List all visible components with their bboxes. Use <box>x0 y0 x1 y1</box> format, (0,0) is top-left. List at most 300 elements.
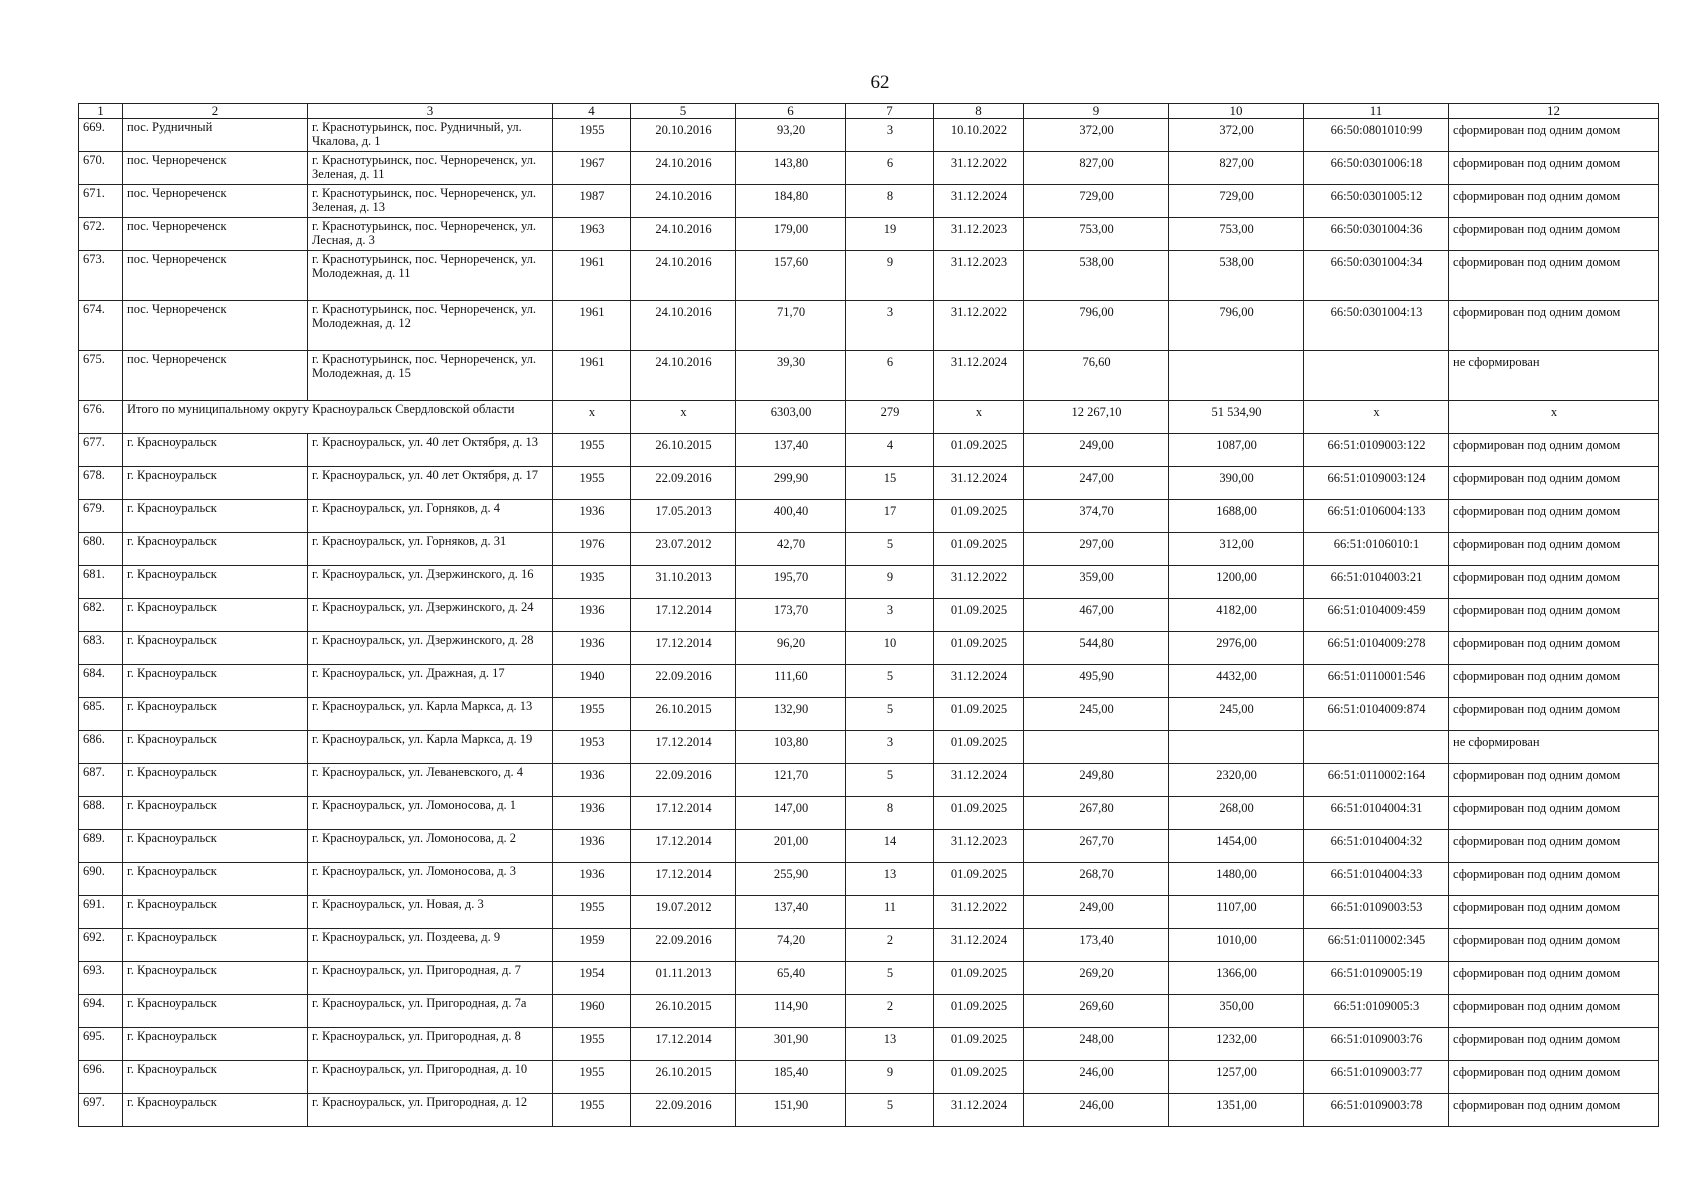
row-number-cell: 694. <box>79 995 123 1028</box>
col9-value-cell: 246,00 <box>1024 1094 1169 1127</box>
deadline-cell: 01.09.2025 <box>934 500 1024 533</box>
cadastral-number-cell: 66:51:0110002:345 <box>1304 929 1449 962</box>
date-cell: 17.12.2014 <box>631 830 736 863</box>
address-cell: г. Красноуральск, ул. 40 лет Октября, д. 17 <box>308 467 553 500</box>
locality-cell: пос. Чернореченск <box>123 301 308 351</box>
year-cell: 1935 <box>553 566 631 599</box>
area-cell: 185,40 <box>736 1061 846 1094</box>
year-cell: х <box>553 401 631 434</box>
col9-value-cell: 247,00 <box>1024 467 1169 500</box>
table-row <box>79 185 1659 218</box>
locality-cell: пос. Чернореченск <box>123 251 308 301</box>
column-header: 2 <box>123 104 308 119</box>
year-cell: 1955 <box>553 119 631 152</box>
row-number-cell: 685. <box>79 698 123 731</box>
table-row <box>79 1094 1659 1127</box>
deadline-cell: 10.10.2022 <box>934 119 1024 152</box>
cadastral-number-cell: х <box>1304 401 1449 434</box>
residents-cell: 5 <box>846 962 934 995</box>
year-cell: 1936 <box>553 797 631 830</box>
address-cell: г. Краснотурьинск, пос. Рудничный, ул. Чкалова, д. 1 <box>308 119 553 152</box>
deadline-cell: 01.09.2025 <box>934 995 1024 1028</box>
address-cell: г. Красноуральск, ул. Дзержинского, д. 16 <box>308 566 553 599</box>
deadline-cell: 31.12.2024 <box>934 351 1024 401</box>
col10-value-cell: 268,00 <box>1169 797 1304 830</box>
cadastral-number-cell: 66:51:0104004:32 <box>1304 830 1449 863</box>
locality-cell: г. Красноуральск <box>123 929 308 962</box>
col9-value-cell: 753,00 <box>1024 218 1169 251</box>
col9-value-cell: 249,00 <box>1024 896 1169 929</box>
col9-value-cell: 267,80 <box>1024 797 1169 830</box>
area-cell: 400,40 <box>736 500 846 533</box>
year-cell: 1961 <box>553 351 631 401</box>
column-header: 1 <box>79 104 123 119</box>
table-row <box>79 251 1659 301</box>
col9-value-cell: 374,70 <box>1024 500 1169 533</box>
residents-cell: 8 <box>846 185 934 218</box>
land-status-cell: сформирован под одним домом <box>1449 185 1659 218</box>
land-status-cell: сформирован под одним домом <box>1449 434 1659 467</box>
row-number-cell: 696. <box>79 1061 123 1094</box>
cadastral-number-cell <box>1304 351 1449 401</box>
date-cell: х <box>631 401 736 434</box>
address-cell: г. Красноуральск, ул. Дзержинского, д. 28 <box>308 632 553 665</box>
land-status-cell: сформирован под одним домом <box>1449 797 1659 830</box>
row-number-cell: 691. <box>79 896 123 929</box>
address-cell: г. Красноуральск, ул. Поздеева, д. 9 <box>308 929 553 962</box>
col9-value-cell: 267,70 <box>1024 830 1169 863</box>
col10-value-cell <box>1169 351 1304 401</box>
area-cell: 151,90 <box>736 1094 846 1127</box>
table-row <box>79 929 1659 962</box>
col10-value-cell: 1010,00 <box>1169 929 1304 962</box>
row-number-cell: 678. <box>79 467 123 500</box>
land-status-cell: сформирован под одним домом <box>1449 566 1659 599</box>
locality-cell: г. Красноуральск <box>123 665 308 698</box>
row-number-cell: 693. <box>79 962 123 995</box>
area-cell: 132,90 <box>736 698 846 731</box>
cadastral-number-cell: 66:51:0109003:122 <box>1304 434 1449 467</box>
locality-cell: г. Красноуральск <box>123 962 308 995</box>
date-cell: 24.10.2016 <box>631 351 736 401</box>
address-cell: г. Красноуральск, ул. Карла Маркса, д. 19 <box>308 731 553 764</box>
area-cell: 301,90 <box>736 1028 846 1061</box>
table-row <box>79 863 1659 896</box>
deadline-cell: 31.12.2024 <box>934 665 1024 698</box>
area-cell: 157,60 <box>736 251 846 301</box>
land-status-cell: х <box>1449 401 1659 434</box>
cadastral-number-cell: 66:51:0109003:78 <box>1304 1094 1449 1127</box>
residents-cell: 2 <box>846 995 934 1028</box>
cadastral-number-cell: 66:51:0104009:874 <box>1304 698 1449 731</box>
year-cell: 1961 <box>553 251 631 301</box>
land-status-cell: сформирован под одним домом <box>1449 929 1659 962</box>
col10-value-cell: 4432,00 <box>1169 665 1304 698</box>
date-cell: 26.10.2015 <box>631 995 736 1028</box>
date-cell: 23.07.2012 <box>631 533 736 566</box>
col9-value-cell: 246,00 <box>1024 1061 1169 1094</box>
land-status-cell: сформирован под одним домом <box>1449 764 1659 797</box>
deadline-cell: 01.09.2025 <box>934 731 1024 764</box>
date-cell: 17.12.2014 <box>631 797 736 830</box>
cadastral-number-cell: 66:51:0110001:546 <box>1304 665 1449 698</box>
land-status-cell: сформирован под одним домом <box>1449 1061 1659 1094</box>
row-number-cell: 670. <box>79 152 123 185</box>
column-header: 3 <box>308 104 553 119</box>
col9-value-cell: 269,20 <box>1024 962 1169 995</box>
year-cell: 1955 <box>553 1028 631 1061</box>
area-cell: 114,90 <box>736 995 846 1028</box>
col10-value-cell: 1257,00 <box>1169 1061 1304 1094</box>
col10-value-cell: 1232,00 <box>1169 1028 1304 1061</box>
year-cell: 1976 <box>553 533 631 566</box>
table-row <box>79 434 1659 467</box>
table-row <box>79 698 1659 731</box>
cadastral-number-cell <box>1304 731 1449 764</box>
locality-cell: г. Красноуральск <box>123 830 308 863</box>
area-cell: 184,80 <box>736 185 846 218</box>
deadline-cell: 01.09.2025 <box>934 1028 1024 1061</box>
address-cell: г. Красноуральск, ул. Пригородная, д. 12 <box>308 1094 553 1127</box>
row-number-cell: 687. <box>79 764 123 797</box>
residents-cell: 15 <box>846 467 934 500</box>
locality-cell: г. Красноуральск <box>123 731 308 764</box>
date-cell: 22.09.2016 <box>631 1094 736 1127</box>
address-cell: г. Красноуральск, ул. Пригородная, д. 7 <box>308 962 553 995</box>
locality-cell: г. Красноуральск <box>123 632 308 665</box>
address-cell: г. Краснотурьинск, пос. Чернореченск, ул. Молодежная, д. 15 <box>308 351 553 401</box>
deadline-cell: 31.12.2024 <box>934 764 1024 797</box>
row-number-cell: 672. <box>79 218 123 251</box>
area-cell: 42,70 <box>736 533 846 566</box>
row-number-cell: 680. <box>79 533 123 566</box>
deadline-cell: 31.12.2023 <box>934 830 1024 863</box>
land-status-cell: сформирован под одним домом <box>1449 896 1659 929</box>
col10-value-cell: 372,00 <box>1169 119 1304 152</box>
date-cell: 24.10.2016 <box>631 251 736 301</box>
area-cell: 71,70 <box>736 301 846 351</box>
table-row <box>79 599 1659 632</box>
total-label-cell: Итого по муниципальному округу Красноуральск Свердловской области <box>123 401 553 434</box>
col10-value-cell: 1688,00 <box>1169 500 1304 533</box>
cadastral-number-cell: 66:51:0104003:21 <box>1304 566 1449 599</box>
col9-value-cell: 245,00 <box>1024 698 1169 731</box>
residents-cell: 9 <box>846 251 934 301</box>
date-cell: 17.05.2013 <box>631 500 736 533</box>
residents-cell: 14 <box>846 830 934 863</box>
year-cell: 1953 <box>553 731 631 764</box>
cadastral-number-cell: 66:51:0109003:53 <box>1304 896 1449 929</box>
cadastral-number-cell: 66:51:0104009:278 <box>1304 632 1449 665</box>
col9-value-cell: 372,00 <box>1024 119 1169 152</box>
row-number-cell: 692. <box>79 929 123 962</box>
deadline-cell: 31.12.2022 <box>934 152 1024 185</box>
land-status-cell: сформирован под одним домом <box>1449 632 1659 665</box>
year-cell: 1954 <box>553 962 631 995</box>
deadline-cell: 01.09.2025 <box>934 599 1024 632</box>
deadline-cell: 01.09.2025 <box>934 698 1024 731</box>
row-number-cell: 684. <box>79 665 123 698</box>
locality-cell: г. Красноуральск <box>123 896 308 929</box>
cadastral-number-cell: 66:51:0109005:19 <box>1304 962 1449 995</box>
date-cell: 20.10.2016 <box>631 119 736 152</box>
land-status-cell: сформирован под одним домом <box>1449 863 1659 896</box>
residents-cell: 5 <box>846 665 934 698</box>
year-cell: 1961 <box>553 301 631 351</box>
col10-value-cell: 827,00 <box>1169 152 1304 185</box>
deadline-cell: 01.09.2025 <box>934 434 1024 467</box>
land-status-cell: сформирован под одним домом <box>1449 962 1659 995</box>
year-cell: 1987 <box>553 185 631 218</box>
year-cell: 1963 <box>553 218 631 251</box>
col9-value-cell: 249,80 <box>1024 764 1169 797</box>
locality-cell: г. Красноуральск <box>123 764 308 797</box>
address-cell: г. Краснотурьинск, пос. Чернореченск, ул. Лесная, д. 3 <box>308 218 553 251</box>
deadline-cell: 01.09.2025 <box>934 863 1024 896</box>
year-cell: 1936 <box>553 500 631 533</box>
year-cell: 1936 <box>553 764 631 797</box>
cadastral-number-cell: 66:51:0104004:31 <box>1304 797 1449 830</box>
locality-cell: г. Красноуральск <box>123 1061 308 1094</box>
row-number-cell: 676. <box>79 401 123 434</box>
land-status-cell: сформирован под одним домом <box>1449 599 1659 632</box>
date-cell: 17.12.2014 <box>631 632 736 665</box>
address-cell: г. Красноуральск, ул. Горняков, д. 4 <box>308 500 553 533</box>
col9-value-cell: 729,00 <box>1024 185 1169 218</box>
col9-value-cell: 495,90 <box>1024 665 1169 698</box>
residents-cell: 8 <box>846 797 934 830</box>
cadastral-number-cell: 66:50:0301004:34 <box>1304 251 1449 301</box>
date-cell: 26.10.2015 <box>631 1061 736 1094</box>
year-cell: 1959 <box>553 929 631 962</box>
column-header: 11 <box>1304 104 1449 119</box>
column-header: 4 <box>553 104 631 119</box>
year-cell: 1955 <box>553 896 631 929</box>
year-cell: 1955 <box>553 1061 631 1094</box>
residents-cell: 5 <box>846 698 934 731</box>
address-cell: г. Краснотурьинск, пос. Чернореченск, ул. Молодежная, д. 11 <box>308 251 553 301</box>
residents-cell: 10 <box>846 632 934 665</box>
table-row <box>79 764 1659 797</box>
table-row <box>79 152 1659 185</box>
col9-value-cell: 12 267,10 <box>1024 401 1169 434</box>
header-row <box>79 104 1659 119</box>
deadline-cell: 01.09.2025 <box>934 962 1024 995</box>
col10-value-cell: 1200,00 <box>1169 566 1304 599</box>
date-cell: 24.10.2016 <box>631 218 736 251</box>
col10-value-cell: 4182,00 <box>1169 599 1304 632</box>
table-row <box>79 1061 1659 1094</box>
deadline-cell: 31.12.2024 <box>934 1094 1024 1127</box>
column-header: 6 <box>736 104 846 119</box>
area-cell: 147,00 <box>736 797 846 830</box>
col9-value-cell: 467,00 <box>1024 599 1169 632</box>
residents-cell: 6 <box>846 152 934 185</box>
address-cell: г. Красноуральск, ул. Ломоносова, д. 3 <box>308 863 553 896</box>
date-cell: 22.09.2016 <box>631 929 736 962</box>
col9-value-cell: 544,80 <box>1024 632 1169 665</box>
deadline-cell: 31.12.2024 <box>934 929 1024 962</box>
table-row <box>79 351 1659 401</box>
table-row <box>79 731 1659 764</box>
row-number-cell: 673. <box>79 251 123 301</box>
cadastral-number-cell: 66:50:0301004:13 <box>1304 301 1449 351</box>
year-cell: 1940 <box>553 665 631 698</box>
table-row <box>79 533 1659 566</box>
col10-value-cell: 390,00 <box>1169 467 1304 500</box>
col10-value-cell: 1107,00 <box>1169 896 1304 929</box>
column-header: 12 <box>1449 104 1659 119</box>
address-cell: г. Красноуральск, ул. Дражная, д. 17 <box>308 665 553 698</box>
deadline-cell: 01.09.2025 <box>934 797 1024 830</box>
area-cell: 121,70 <box>736 764 846 797</box>
row-number-cell: 669. <box>79 119 123 152</box>
locality-cell: г. Красноуральск <box>123 698 308 731</box>
deadline-cell: 31.12.2023 <box>934 251 1024 301</box>
col9-value-cell: 538,00 <box>1024 251 1169 301</box>
table-row <box>79 632 1659 665</box>
residents-cell: 3 <box>846 301 934 351</box>
table-row <box>79 995 1659 1028</box>
land-status-cell: сформирован под одним домом <box>1449 251 1659 301</box>
locality-cell: пос. Чернореченск <box>123 152 308 185</box>
col10-value-cell: 796,00 <box>1169 301 1304 351</box>
col10-value-cell: 1480,00 <box>1169 863 1304 896</box>
table-row <box>79 896 1659 929</box>
year-cell: 1967 <box>553 152 631 185</box>
col10-value-cell: 350,00 <box>1169 995 1304 1028</box>
deadline-cell: 31.12.2024 <box>934 467 1024 500</box>
address-cell: г. Красноуральск, ул. Пригородная, д. 10 <box>308 1061 553 1094</box>
row-number-cell: 675. <box>79 351 123 401</box>
date-cell: 17.12.2014 <box>631 1028 736 1061</box>
land-status-cell: сформирован под одним домом <box>1449 665 1659 698</box>
col10-value-cell: 2320,00 <box>1169 764 1304 797</box>
year-cell: 1955 <box>553 698 631 731</box>
col9-value-cell: 269,60 <box>1024 995 1169 1028</box>
date-cell: 24.10.2016 <box>631 152 736 185</box>
residents-cell: 11 <box>846 896 934 929</box>
column-header: 7 <box>846 104 934 119</box>
col10-value-cell: 729,00 <box>1169 185 1304 218</box>
cadastral-number-cell: 66:50:0301005:12 <box>1304 185 1449 218</box>
year-cell: 1955 <box>553 434 631 467</box>
area-cell: 111,60 <box>736 665 846 698</box>
register-table <box>78 103 1659 1127</box>
col9-value-cell: 827,00 <box>1024 152 1169 185</box>
land-status-cell: сформирован под одним домом <box>1449 301 1659 351</box>
row-number-cell: 682. <box>79 599 123 632</box>
residents-cell: 3 <box>846 731 934 764</box>
deadline-cell: 31.12.2022 <box>934 301 1024 351</box>
col10-value-cell: 245,00 <box>1169 698 1304 731</box>
table-row <box>79 301 1659 351</box>
address-cell: г. Красноуральск, ул. Ломоносова, д. 1 <box>308 797 553 830</box>
row-number-cell: 686. <box>79 731 123 764</box>
date-cell: 22.09.2016 <box>631 467 736 500</box>
table-row <box>79 500 1659 533</box>
col10-value-cell <box>1169 731 1304 764</box>
col10-value-cell: 538,00 <box>1169 251 1304 301</box>
deadline-cell: 31.12.2023 <box>934 218 1024 251</box>
residents-cell: 13 <box>846 863 934 896</box>
col10-value-cell: 51 534,90 <box>1169 401 1304 434</box>
date-cell: 31.10.2013 <box>631 566 736 599</box>
cadastral-number-cell: 66:51:0109003:77 <box>1304 1061 1449 1094</box>
col10-value-cell: 312,00 <box>1169 533 1304 566</box>
col9-value-cell: 297,00 <box>1024 533 1169 566</box>
date-cell: 17.12.2014 <box>631 731 736 764</box>
column-header: 10 <box>1169 104 1304 119</box>
address-cell: г. Красноуральск, ул. Карла Маркса, д. 13 <box>308 698 553 731</box>
residents-cell: 5 <box>846 533 934 566</box>
address-cell: г. Красноуральск, ул. Дзержинского, д. 24 <box>308 599 553 632</box>
cadastral-number-cell: 66:51:0106004:133 <box>1304 500 1449 533</box>
residents-cell: 6 <box>846 351 934 401</box>
date-cell: 22.09.2016 <box>631 764 736 797</box>
date-cell: 26.10.2015 <box>631 434 736 467</box>
row-number-cell: 695. <box>79 1028 123 1061</box>
cadastral-number-cell: 66:50:0301004:36 <box>1304 218 1449 251</box>
land-status-cell: сформирован под одним домом <box>1449 698 1659 731</box>
row-number-cell: 671. <box>79 185 123 218</box>
deadline-cell: х <box>934 401 1024 434</box>
address-cell: г. Красноуральск, ул. Ломоносова, д. 2 <box>308 830 553 863</box>
locality-cell: г. Красноуральск <box>123 1094 308 1127</box>
table-row <box>79 467 1659 500</box>
address-cell: г. Красноуральск, ул. 40 лет Октября, д. 13 <box>308 434 553 467</box>
locality-cell: г. Красноуральск <box>123 1028 308 1061</box>
date-cell: 22.09.2016 <box>631 665 736 698</box>
address-cell: г. Краснотурьинск, пос. Чернореченск, ул. Молодежная, д. 12 <box>308 301 553 351</box>
area-cell: 195,70 <box>736 566 846 599</box>
locality-cell: г. Красноуральск <box>123 434 308 467</box>
address-cell: г. Красноуральск, ул. Новая, д. 3 <box>308 896 553 929</box>
col9-value-cell: 359,00 <box>1024 566 1169 599</box>
locality-cell: г. Красноуральск <box>123 995 308 1028</box>
cadastral-number-cell: 66:51:0109003:124 <box>1304 467 1449 500</box>
land-status-cell: сформирован под одним домом <box>1449 218 1659 251</box>
deadline-cell: 31.12.2022 <box>934 896 1024 929</box>
area-cell: 65,40 <box>736 962 846 995</box>
area-cell: 143,80 <box>736 152 846 185</box>
land-status-cell: не сформирован <box>1449 731 1659 764</box>
locality-cell: г. Красноуральск <box>123 533 308 566</box>
locality-cell: пос. Чернореченск <box>123 185 308 218</box>
row-number-cell: 677. <box>79 434 123 467</box>
date-cell: 19.07.2012 <box>631 896 736 929</box>
row-number-cell: 697. <box>79 1094 123 1127</box>
year-cell: 1955 <box>553 467 631 500</box>
col10-value-cell: 1087,00 <box>1169 434 1304 467</box>
deadline-cell: 31.12.2024 <box>934 185 1024 218</box>
table-row <box>79 797 1659 830</box>
residents-cell: 17 <box>846 500 934 533</box>
table-row <box>79 119 1659 152</box>
year-cell: 1960 <box>553 995 631 1028</box>
row-number-cell: 683. <box>79 632 123 665</box>
table-row <box>79 665 1659 698</box>
area-cell: 96,20 <box>736 632 846 665</box>
area-cell: 255,90 <box>736 863 846 896</box>
col10-value-cell: 2976,00 <box>1169 632 1304 665</box>
cadastral-number-cell: 66:50:0801010:99 <box>1304 119 1449 152</box>
table-row <box>79 962 1659 995</box>
year-cell: 1955 <box>553 1094 631 1127</box>
land-status-cell: сформирован под одним домом <box>1449 533 1659 566</box>
date-cell: 17.12.2014 <box>631 863 736 896</box>
table-row <box>79 830 1659 863</box>
